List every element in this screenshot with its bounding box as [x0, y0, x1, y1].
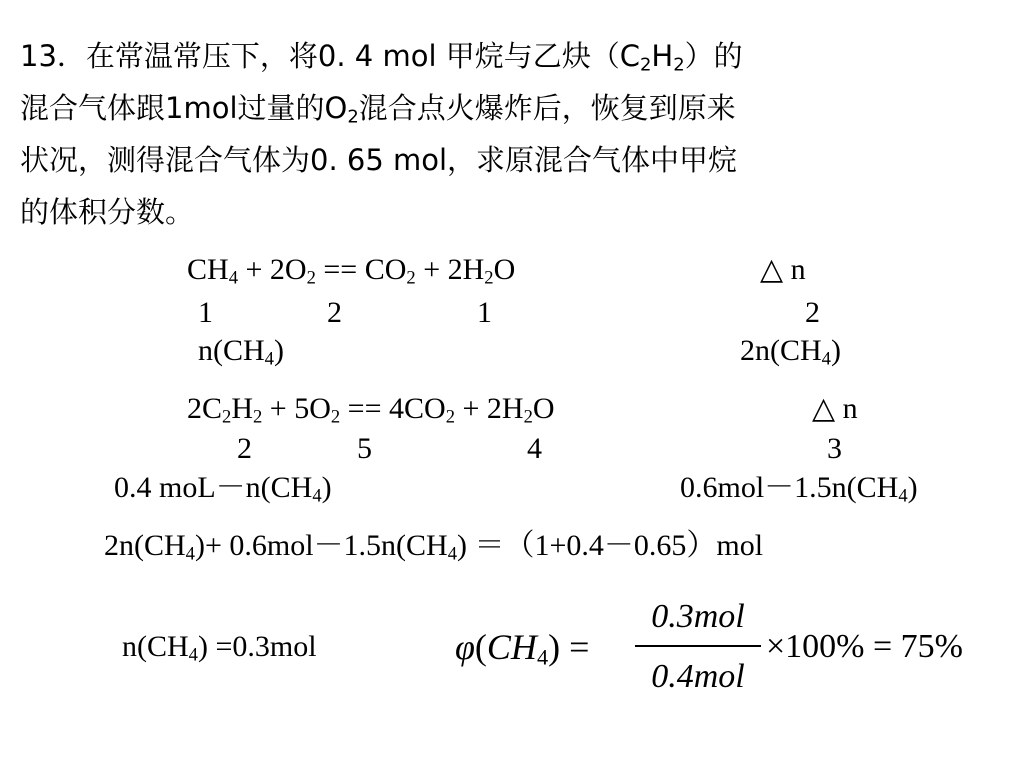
equation-1: $CH_4 + 2O_2 == CO_2 + 2H_2O$: [187, 253, 516, 289]
problem-statement: [20, 30, 1010, 238]
coef-o2-2: 5: [357, 432, 372, 465]
coef-ch4: 1: [198, 296, 213, 329]
coef-co2-2: 4: [527, 432, 542, 465]
phi-expression: $\varphi(CH_4)$ =: [455, 627, 590, 670]
fraction-denominator: 0.4mol: [651, 658, 745, 695]
problem-line-1: 13．在常温常压下，将0. 4 mol 甲烷与乙炔$(C_2H_2)$的: [20, 39, 743, 76]
coef-co2: 1: [477, 296, 492, 329]
problem-line-3: 状况，测得混合气体为0. 65 mol，求原混合气体中甲烷: [20, 143, 738, 177]
coef-delta-n-1: 2: [805, 296, 820, 329]
fraction-bar: [635, 645, 761, 647]
delta-n-label-2: △ n: [812, 392, 858, 425]
n-ch4-left: $n(CH_4)$: [198, 334, 284, 370]
n-c2h2-right: $0.6mol-1.5n(CH_4)$: [680, 471, 918, 507]
delta-n-label-1: △ n: [760, 253, 806, 286]
percentage-result: ×100% = 75%: [766, 628, 963, 665]
balance-equation: $2n(CH_4)+ 0.6mol-1.5n(CH_4) =(1+0.4-0.65)mol$: [104, 529, 764, 565]
fraction-numerator: 0.3mol: [651, 598, 745, 635]
result-n-ch4: $n(CH_4) =0.3mol$: [122, 630, 317, 666]
n-c2h2-left: 0.4 $moL-n(CH_4)$: [114, 471, 332, 507]
coef-o2: 2: [327, 296, 342, 329]
n-ch4-right: $2n(CH_4)$: [740, 334, 841, 370]
equation-2: $2C_2H_2 + 5O_2 == 4CO_2 + 2H_2O$: [187, 392, 555, 428]
coef-delta-n-2: 3: [827, 432, 842, 465]
problem-line-4: 的体积分数。: [20, 195, 195, 229]
problem-line-2: 混合气体跟1mol过量的$O_2$混合点火爆炸后，恢复到原来: [20, 91, 736, 128]
coef-c2h2: 2: [237, 432, 252, 465]
